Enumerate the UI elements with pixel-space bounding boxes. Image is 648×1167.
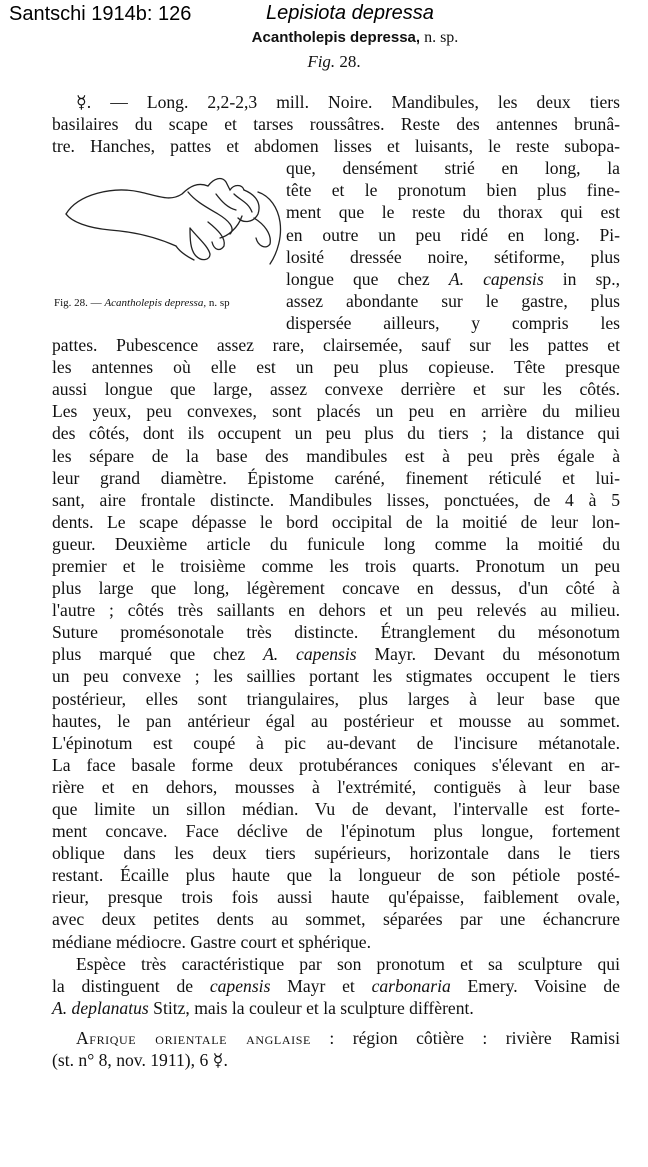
caption-species: Acantholepis depressa, [104, 297, 207, 309]
text-line: leur grand diamètre. Épistome caréné, finement réticulé et lui- [52, 467, 620, 488]
text-line: ☿. — Long. 2,2-2,3 mill. Noire. Mandibules, les deux tiers [76, 92, 620, 112]
text-line: les sépare de la base des mandibules est à peu près égale à [52, 445, 620, 466]
text-line: que limite un sillon médian. Vu de devant, l'intervalle est forte- [52, 799, 620, 819]
text-fragment: longue que chez [286, 268, 430, 289]
locality-line: (st. n° 8, nov. 1911), 6 ☿. [52, 1050, 228, 1071]
text-line: dispersée ailleurs, y compris les [286, 312, 620, 333]
caption-suffix: n. sp [208, 297, 230, 309]
text-line: premier et le troisième comme les trois quarts. Pronotum un peu [52, 555, 620, 576]
text-line: les antennes où elle est un peu plus copieuse. Tête presque [52, 357, 620, 378]
text-line: Suture promésonotale très distincte. Étranglement du mésonotum [52, 622, 620, 643]
species-ref: A. capensis [263, 644, 357, 665]
locality-region: Afrique orientale anglaise [76, 1027, 311, 1048]
taxon-status: n. sp. [424, 29, 459, 46]
text-line: l'autre ; côtés très saillants en dehors et un peu relevés au milieu. [52, 600, 620, 621]
text-line: ment que le reste du thorax qui est [286, 202, 620, 223]
text-line: un peu convexe ; les saillies portant les stigmates occupent le tiers [52, 666, 620, 687]
text-line: en outre un peu ridé en long. Pi- [286, 224, 620, 245]
text-line [52, 643, 620, 665]
text-line: que, densément strié en long, la [286, 158, 620, 179]
text-fragment: in sp., [562, 268, 621, 289]
text-line: rieur, presque trois fois aussi haute qu'épaisse, faiblement ovale, [52, 887, 620, 908]
text-fragment: : région côtière : rivière Ramisi [329, 1027, 620, 1048]
text-fragment: plus marqué que chez [52, 644, 246, 665]
text-line: Les yeux, peu convexes, sont placés un peu en arrière du milieu [52, 401, 620, 422]
text-line: tête et le pronotum bien plus fine- [286, 180, 620, 201]
text-line: hautes, le pan antérieur égal au postérieur et mousse au sommet. [52, 710, 620, 731]
text-line: sant, aire frontale distincte. Mandibules lisses, ponctuées, de 4 à 5 [52, 489, 620, 510]
text-line: basilaires du scape et tarses roussâtres. Reste des antennes brunâ- [52, 114, 620, 135]
text-line: losité dressée noire, sétiforme, plus [286, 246, 620, 267]
citation-reference: Santschi 1914b: 126 [9, 3, 192, 25]
text-line: avec deux petites dents au sommet, séparées par une échancrure [52, 909, 620, 930]
text-fragment: Stitz, mais la couleur et la sculpture diffèrent. [153, 997, 474, 1018]
species-ref: carbonaria [371, 975, 451, 996]
taxon-name: Acantholepis depressa, [251, 29, 421, 46]
text-line: des côtés, dont ils occupent un peu plus du tiers ; la distance qui [52, 423, 620, 444]
figure-reference-label: Fig. [307, 52, 336, 71]
figure-reference-number: 28. [339, 52, 361, 71]
text-fragment: Mayr. Devant du mésonotum [374, 644, 621, 665]
text-line: ment concave. Face déclive de l'épinotum plus longue, fortement [52, 821, 620, 842]
text-fragment: Mayr et [287, 975, 355, 996]
text-line: assez abondante sur le gastre, plus [286, 290, 620, 311]
text-line: médiane médiocre. Gastre court et sphérique. [52, 931, 371, 952]
text-line: gueur. Deuxième article du funicule long comme la moitié du [52, 533, 620, 554]
text-line: Espèce très caractéristique par son pronotum et sa sculpture qui [76, 953, 620, 974]
text-line: oblique dans les deux tiers supérieurs, horizontale dans le tiers [52, 843, 620, 864]
text-line: L'épinotum est coupé à pic au-devant de l'incisure métanotale. [52, 732, 620, 753]
caption-prefix: Fig. 28. — [54, 297, 102, 309]
species-heading: Lepisiota depressa [266, 2, 434, 24]
text-line: aussi longue que large, assez convexe derrière et sur les côtés. [52, 379, 620, 400]
text-line [52, 975, 620, 997]
description-body [52, 91, 620, 1071]
text-line: plus large que long, légèrement concave en dessus, d'un côté à [52, 578, 620, 599]
text-line: dents. Le scape dépasse le bord occipital de la moitié de leur lon- [52, 511, 620, 532]
taxon-title [0, 27, 648, 49]
species-ref: capensis [209, 975, 271, 996]
text-line [286, 268, 620, 290]
text-line: restant. Écaille plus haute que la longueur de son pétiole posté- [52, 865, 620, 886]
text-line: pattes. Pubescence assez rare, clairsemée, sauf sur les pattes et [52, 335, 620, 356]
locality-line [52, 1027, 620, 1049]
text-line: La face basale forme deux protubérances coniques s'élevant en ar- [52, 754, 620, 775]
text-line: rière et en dehors, mousses à l'extrémité, contiguës à leur base [52, 776, 620, 797]
species-ref: A. capensis [448, 268, 544, 289]
text-line: postérieur, elles sont triangulaires, plus larges à leur base que [52, 688, 620, 709]
figure-reference [0, 51, 648, 73]
text-line: tre. Hanches, pattes et abdomen lisses et luisants, le reste subopa- [52, 136, 620, 157]
text-fragment: Emery. Voisine de [467, 975, 620, 996]
text-line [52, 997, 620, 1019]
species-ref: A. deplanatus [52, 997, 149, 1018]
text-fragment: la distinguent de [52, 975, 194, 996]
